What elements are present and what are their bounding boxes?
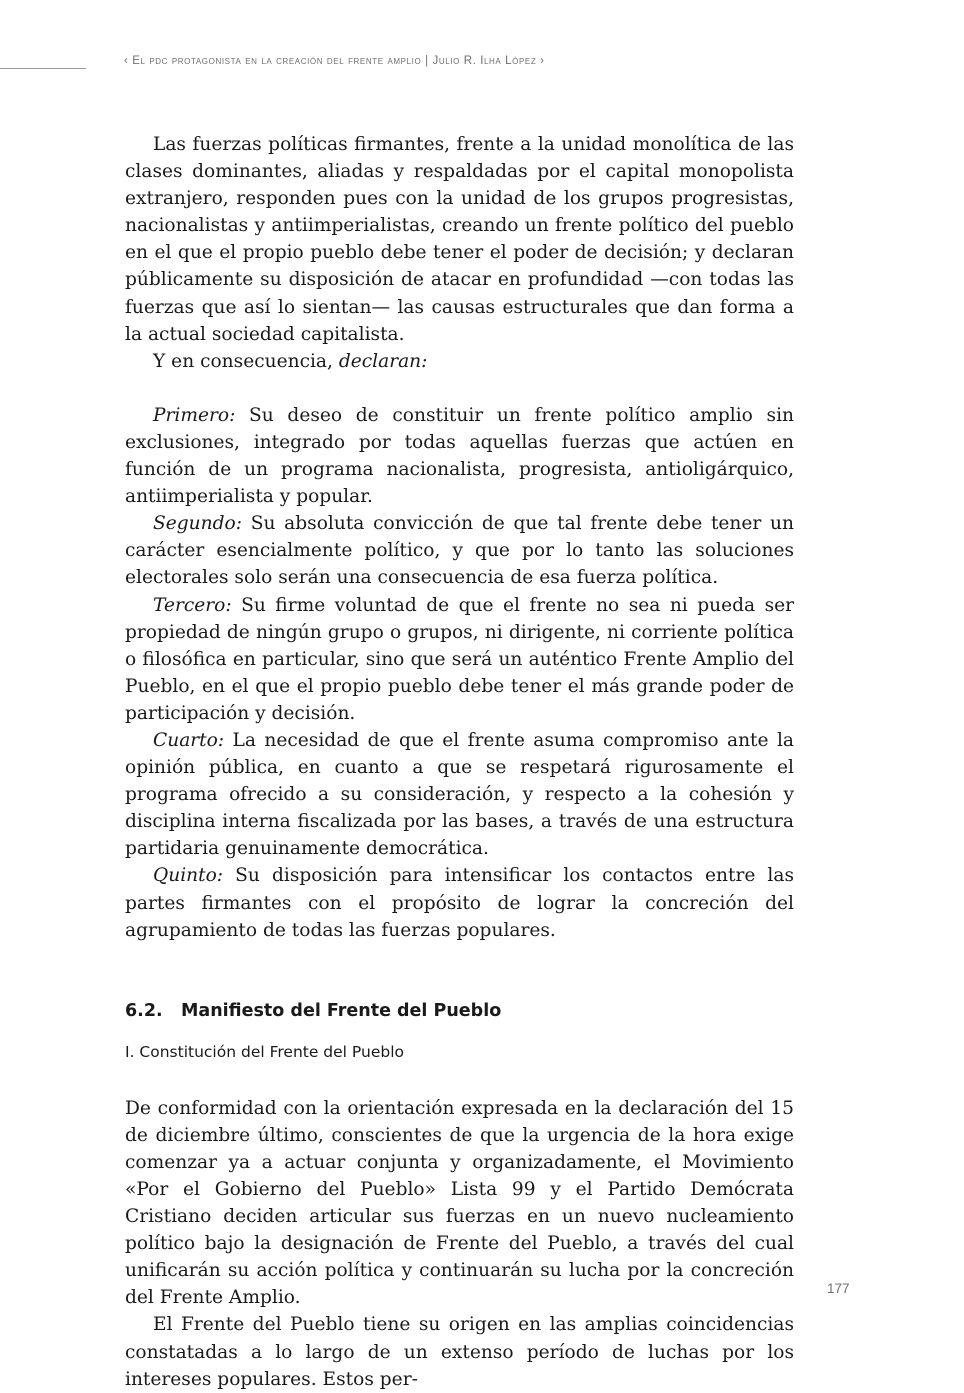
declaration-item: [125, 510, 794, 591]
paragraph-declaran: [125, 348, 794, 375]
spacer: [125, 1025, 794, 1039]
spacer: [125, 375, 794, 402]
declaration-label: Cuarto:: [153, 729, 225, 751]
spacer: [125, 944, 794, 998]
running-head: [124, 55, 545, 67]
running-head-title: El pdc protagonista en la creación del frente amplio: [132, 55, 422, 67]
declaration-label: Segundo:: [153, 513, 242, 535]
paragraph: El Frente del Pueblo tiene su origen en las amplias coincidencias constatadas a lo largo de un extenso período de luchas por los intereses populares. Estos per-: [125, 1314, 794, 1390]
page-content: [125, 131, 794, 1393]
running-head-close: ›: [536, 55, 545, 67]
running-head-separator: |: [421, 55, 433, 67]
section-number: 6.2.: [125, 1000, 163, 1021]
header-rule: [0, 68, 86, 69]
declaration-item: [125, 862, 794, 943]
running-head-open: ‹: [124, 55, 133, 67]
declaration-text: Su absoluta convicción de que tal frente debe tener un carácter esencialmente político, y que por lo tanto las soluciones electorales solo serán una consecuencia de esa fuerza política.: [125, 513, 794, 589]
declaration-label: Quinto:: [153, 865, 224, 887]
section-title: Manifiesto del Frente del Pueblo: [181, 1000, 502, 1021]
spacer: [125, 1066, 794, 1095]
declaration-item: [125, 727, 794, 862]
declaration-label: Primero:: [153, 404, 236, 426]
declaration-text: La necesidad de que el frente asuma compromiso ante la opinión pública, en cuanto a que se respetará rigurosamente el programa ofrecido a su consideración, y respecto a la cohesión y disciplina interna fiscalizada por las bases, a través de una estructura partidaria genuinamente democrática.: [125, 729, 794, 860]
subsection-heading: I. Constitución del Frente del Pueblo: [125, 1042, 404, 1061]
paragraph: Las fuerzas políticas firmantes, frente a la unidad monolítica de las clases dominantes, aliadas y respaldadas por el capital monopolista extranjero, responden pues con la unidad de los grupos progresistas, nacionalistas y antiimperialistas, creando un frente político del pueblo en el que el propio pueblo debe tener el poder de decisión; y declaran públicamente su disposición de atacar en profundidad —con todas las fuerzas que así lo sientan— las causas estructurales que dan forma a la actual sociedad capitalista.: [125, 134, 794, 345]
section-heading: [125, 998, 794, 1025]
paragraph-lead: Y en consecuencia,: [153, 350, 339, 372]
declaration-item: [125, 592, 794, 727]
running-head-author: Julio R. Ilha López: [432, 55, 537, 67]
declaration-text: Su deseo de constituir un frente político amplio sin exclusiones, integrado por todas aquellas fuerzas que actúen en función de un programa nacionalista, progresista, antioligárquico, antiimperialista y popular.: [125, 404, 794, 508]
declaration-item: [125, 402, 794, 510]
paragraph-emphasis: declaran:: [338, 350, 428, 372]
paragraph: De conformidad con la orientación expresada en la declaración del 15 de diciembre último, conscientes de que la urgencia de la hora exige comenzar ya a actuar conjunta y organizadamente, el Movimiento «Por el Gobierno del Pueblo» Lista 99 y el Partido Demócrata Cristiano deciden articular sus fuerzas en un nuevo nucleamiento político bajo la designación de Frente del Pueblo, a través del cual unificarán su acción política y continuarán su lucha por la concreción del Frente Amplio.: [125, 1097, 794, 1309]
declaration-text: Su firme voluntad de que el frente no sea ni pueda ser propiedad de ningún grupo o grupos, ni dirigente, ni corriente política o filosófica en particular, sino que será un auténtico Frente Amplio del Pueblo, en el que el propio pueblo debe tener el más grande poder de participación y decisión.: [125, 594, 794, 724]
page-number: 177: [827, 1281, 850, 1296]
declaration-text: Su disposición para intensificar los contactos entre las partes firmantes con el propósito de lograr la concreción del agrupamiento de todas las fuerzas populares.: [125, 865, 794, 941]
declaration-label: Tercero:: [153, 594, 232, 616]
